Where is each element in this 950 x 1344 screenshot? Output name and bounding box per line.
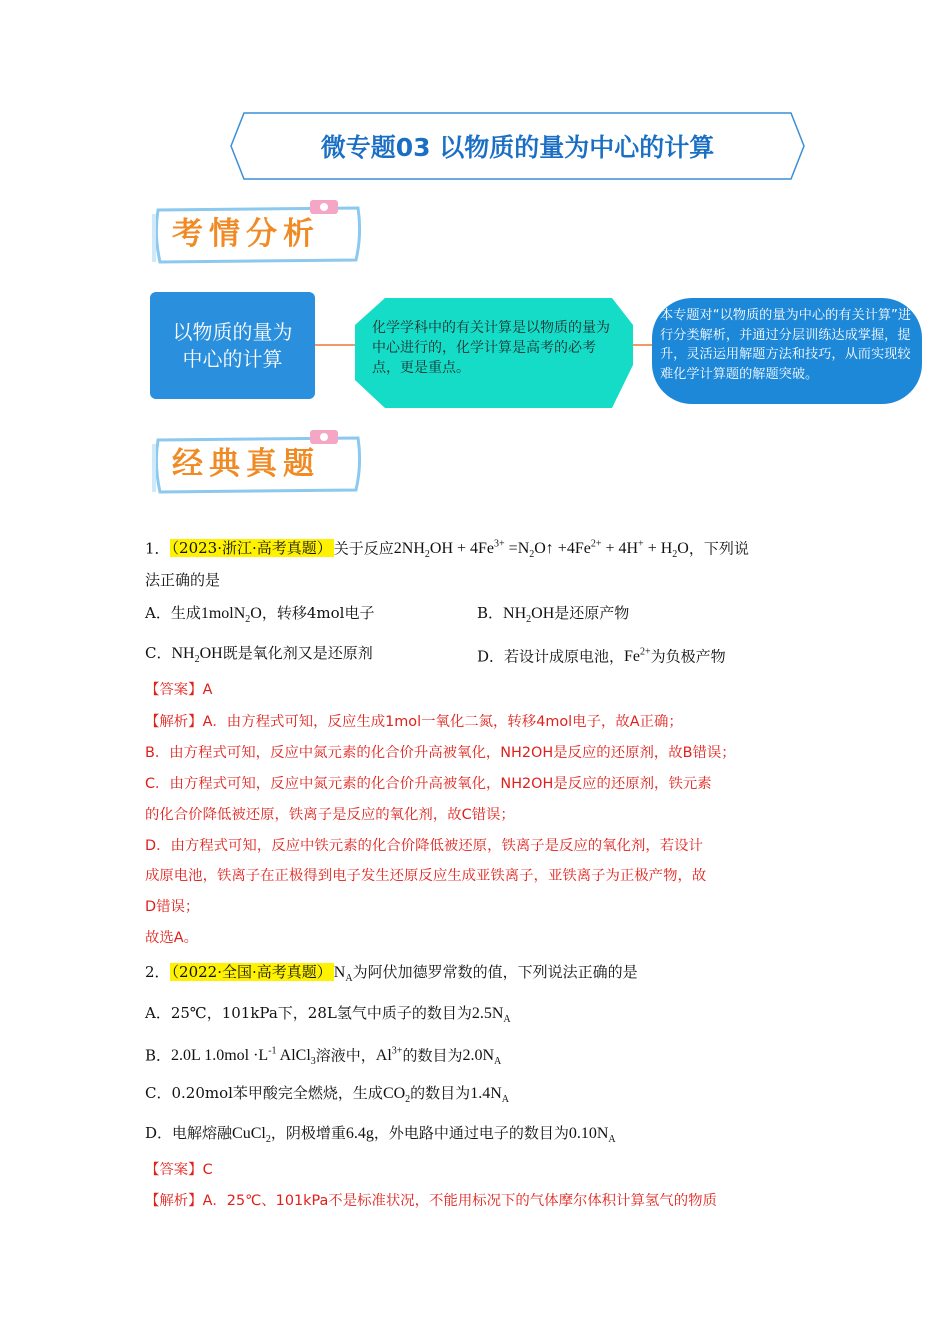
q1-explanation-4: 的化合价降低被还原，铁离子是反应的氧化剂，故C错误；	[145, 807, 515, 823]
option-text: B．	[145, 1046, 172, 1065]
q2-option-a	[145, 1003, 511, 1030]
q1-option-c	[145, 643, 373, 670]
option-text: 的数目为	[410, 1084, 471, 1102]
option-text: ，转移4mol电子	[261, 604, 375, 622]
mindmap-center-node: 以物质的量为中心的计算	[150, 292, 315, 399]
section-header-classic	[150, 430, 368, 496]
option-text: C．0.20mol苯甲酸完全燃烧，生成	[145, 1084, 383, 1102]
formula: 2.0L $1.0mol \cdot L^{-1}$ AlCl$_3$	[171, 1046, 316, 1068]
q1-stem-text: ，下列说	[688, 539, 749, 558]
q2-option-b	[145, 1042, 501, 1073]
option-text: A．生成	[145, 604, 201, 622]
option-text: 是还原产物	[554, 604, 630, 622]
option-text: ，外电路中通过电子的数目为	[373, 1124, 569, 1142]
option-text: D．电解熔融	[145, 1124, 233, 1142]
mindmap-middle-text: 化学学科中的有关计算是以物质的量为中心进行的，化学计算是高考的必考点，更是重点。	[372, 320, 610, 376]
q1-source-tag: （2023·浙江·高考真题）	[171, 539, 332, 558]
formula: $Al^{3+}$	[375, 1046, 403, 1065]
formula: $2.0N_A$	[462, 1047, 502, 1068]
formula: $NH_2OH$	[503, 605, 555, 626]
q2-source-tag: （2022·全国·高考真题）	[171, 963, 332, 981]
q1-option-b	[477, 603, 629, 630]
q1-explanation-2: B．由方程式可知，反应中氮元素的化合价升高被氧化，NH2OH是反应的还原剂，故B错误；	[145, 745, 736, 761]
formula: $Fe^{2+}$	[624, 647, 651, 666]
q1-stem-text: 关于反应	[333, 539, 394, 558]
q2-answer: 【答案】C	[145, 1162, 213, 1178]
formula: $0.10N_A$	[568, 1125, 616, 1146]
formula: 6.4g	[345, 1125, 374, 1142]
section-label-analysis: 考情分析	[172, 216, 320, 252]
q1-number: 1．	[145, 539, 170, 558]
option-text: 既是氧化剂又是还原剂	[222, 644, 373, 662]
q1-option-a	[145, 603, 374, 630]
q1-explanation-7: D错误；	[145, 899, 200, 915]
section-label-classic: 经典真题	[172, 446, 320, 482]
option-text: ，阴极增重	[270, 1124, 346, 1142]
q1-option-d	[477, 643, 726, 667]
formula: CuCl$_2$	[232, 1125, 271, 1146]
q2-option-d	[145, 1123, 616, 1150]
q1-explanation-5: D．由方程式可知，反应中铁元素的化合价降低被还原，铁离子是反应的氧化剂，若设计	[145, 838, 703, 854]
formula: $2.5N_A$	[471, 1005, 511, 1026]
q1-answer: 【答案】A	[145, 682, 213, 698]
option-text: C．	[145, 644, 172, 662]
option-text: 的数目为	[402, 1046, 463, 1065]
formula: $CO_2$	[382, 1085, 411, 1106]
q2-explanation-1: 【解析】A．25℃、101kPa不是标准状况，不能用标况下的气体摩尔体积计算氢气的物质	[145, 1193, 717, 1209]
option-text: 为负极产物	[650, 647, 726, 666]
formula: 1molN$_2$O	[200, 605, 262, 626]
q1-stem-cont: 法正确的是	[145, 571, 221, 589]
q1-explanation-3: C．由方程式可知，反应中氮元素的化合价升高被氧化，NH2OH是反应的还原剂，铁元素	[145, 776, 712, 792]
option-text: D．若设计成原电池，	[477, 647, 625, 666]
mindmap-right-text: 本专题对“以物质的量为中心的有关计算”进行分类解析，并通过分层训练达成掌握，提升，灵活运用解题方法和技巧，从而实现较难化学计算题的解题突破。	[660, 308, 912, 382]
q1-equation: $2NH_2OH + 4Fe^{3+}$ $=N_2O↑ +4Fe^{2+} + 4H^+ + H_2O$	[393, 539, 689, 561]
title-banner	[230, 112, 805, 180]
q2-stem	[145, 962, 638, 989]
option-text: 溶液中，	[315, 1046, 376, 1065]
page-title: 微专题03 以物质的量为中心的计算	[320, 133, 715, 162]
q2-stem-text: 为阿伏加德罗常数的值，下列说法正确的是	[352, 963, 638, 981]
q1-explanation-8: 故选A。	[145, 930, 199, 946]
section-header-analysis	[150, 200, 368, 266]
option-text: A．25℃，101kPa下，28L氢气中质子的数目为	[145, 1004, 472, 1022]
q1-explanation-6: 成原电池，铁离子在正极得到电子发生还原反应生成亚铁离子，亚铁离子为正极产物，故	[145, 868, 707, 884]
formula: $N_A$	[333, 964, 353, 985]
formula: $NH_2OH$	[171, 645, 223, 666]
formula: $1.4N_A$	[470, 1085, 509, 1106]
option-text: B．	[477, 604, 504, 622]
q2-option-c	[145, 1083, 509, 1110]
q1-explanation-1: 【解析】A．由方程式可知，反应生成1mol一氧化二氮，转移4mol电子，故A正确；	[145, 714, 683, 730]
q1-stem	[145, 535, 749, 566]
q2-number: 2．	[145, 963, 170, 981]
